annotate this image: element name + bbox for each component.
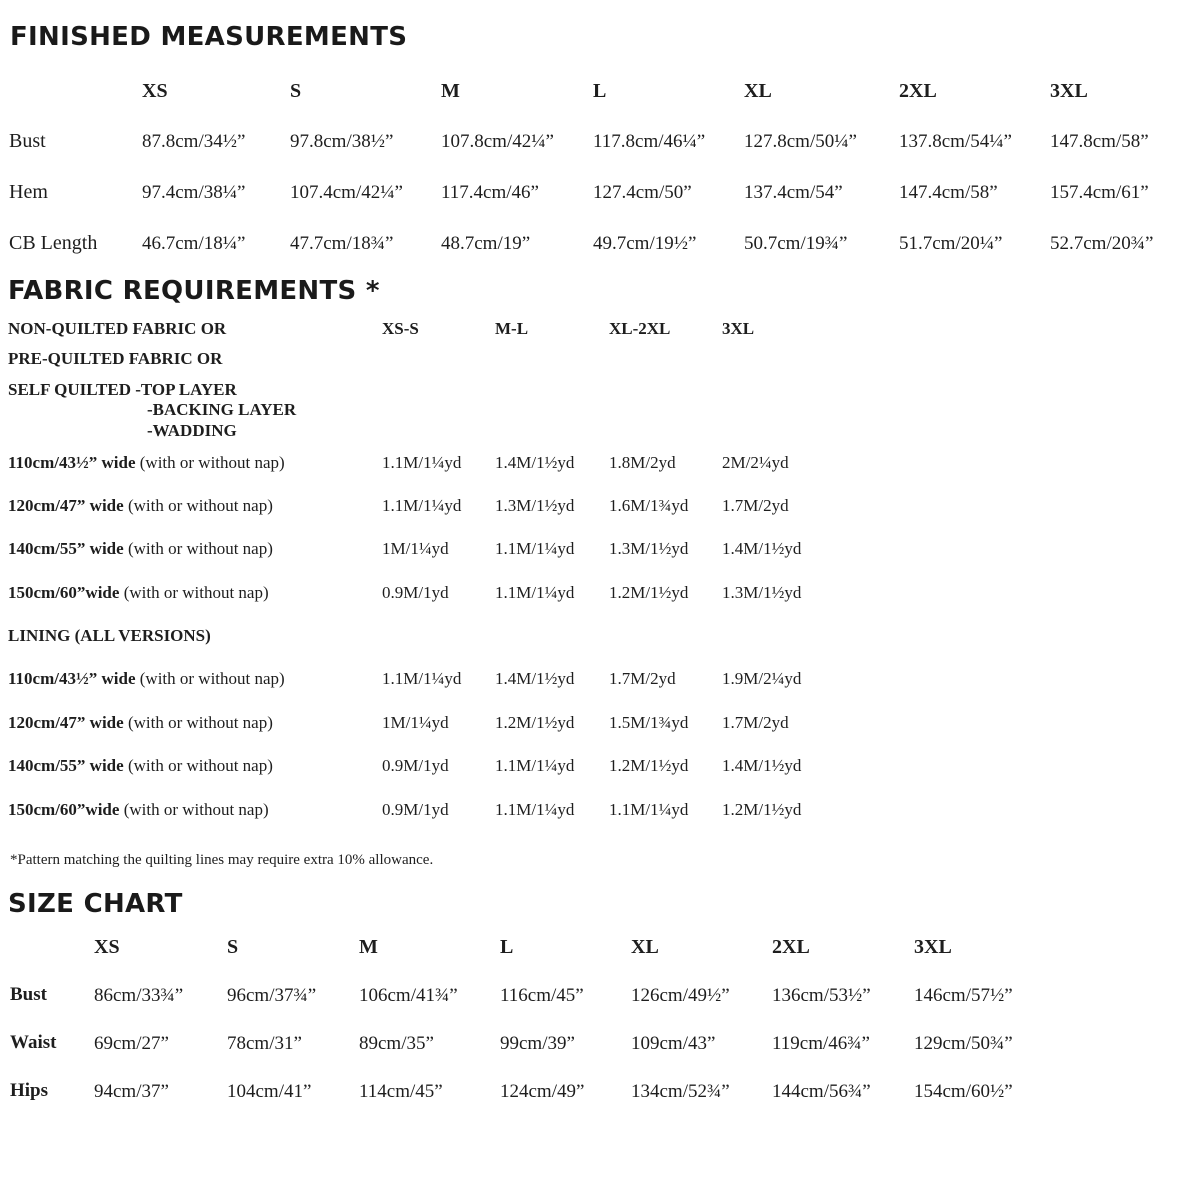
sc-cell: 154cm/60½” <box>914 1081 1013 1102</box>
fr-width-label <box>8 453 285 473</box>
sc-cell: 96cm/37¾” <box>227 985 317 1006</box>
sc-size-header: S <box>227 936 239 958</box>
fr-nap: (with or without nap) <box>123 496 273 515</box>
fr-cell: 1.8M/2yd <box>609 453 676 472</box>
fr-cell: 1.1M/1¼yd <box>495 539 575 558</box>
fm-cell: 48.7cm/19” <box>441 233 531 254</box>
fm-size-header: L <box>593 80 607 102</box>
fr-cell: 1.2M/1½yd <box>609 583 689 602</box>
sc-cell: 104cm/41” <box>227 1081 312 1102</box>
sc-size-header: M <box>359 936 378 958</box>
fm-cell: 107.4cm/42¼” <box>290 182 403 203</box>
fr-cell: 0.9M/1yd <box>382 800 449 819</box>
fr-cell: 2M/2¼yd <box>722 453 789 472</box>
fr-width-label <box>8 496 273 516</box>
fm-cell: 127.4cm/50” <box>593 182 692 203</box>
fr-cell: 1.2M/1½yd <box>609 756 689 775</box>
fr-size-group-header: M-L <box>495 319 529 338</box>
fr-cell: 1.1M/1¼yd <box>495 583 575 602</box>
fm-cell: 97.4cm/38¼” <box>142 182 246 203</box>
fr-cell: 1.2M/1½yd <box>722 800 802 819</box>
fr-cell: 1.2M/1½yd <box>495 713 575 732</box>
fr-nap: (with or without nap) <box>123 713 273 732</box>
fr-nap: (with or without nap) <box>135 669 285 688</box>
fr-cell: 1.6M/1¾yd <box>609 496 689 515</box>
sc-cell: 124cm/49” <box>500 1081 585 1102</box>
sc-cell: 144cm/56¾” <box>772 1081 871 1102</box>
fabric-type-line: -WADDING <box>147 421 237 440</box>
fr-cell: 1.5M/1¾yd <box>609 713 689 732</box>
sc-size-header: 3XL <box>914 936 952 958</box>
fr-cell: 1.7M/2yd <box>722 713 789 732</box>
fr-cell: 1.4M/1½yd <box>722 539 802 558</box>
sc-cell: 86cm/33¾” <box>94 985 184 1006</box>
fm-cell: 97.8cm/38½” <box>290 131 394 152</box>
fr-cell: 1.4M/1½yd <box>495 453 575 472</box>
fr-cell: 1.7M/2yd <box>722 496 789 515</box>
fr-width: 110cm/43½” wide <box>8 669 136 688</box>
fm-cell: 52.7cm/20¾” <box>1050 233 1154 254</box>
fm-cell: 51.7cm/20¼” <box>899 233 1003 254</box>
sc-cell: 116cm/45” <box>500 985 584 1006</box>
fabric-type-line: PRE-QUILTED FABRIC OR <box>8 349 223 368</box>
sc-cell: 109cm/43” <box>631 1033 716 1054</box>
fr-cell: 1.1M/1¼yd <box>382 453 462 472</box>
fm-cell: 117.8cm/46¼” <box>593 131 706 152</box>
sc-size-header: XS <box>94 936 120 958</box>
fr-width-label <box>8 800 269 820</box>
fr-width: 150cm/60”wide <box>8 583 120 602</box>
fabric-type-line: -BACKING LAYER <box>147 400 297 419</box>
fm-cell: 49.7cm/19½” <box>593 233 697 254</box>
sc-size-header: L <box>500 936 514 958</box>
fr-cell: 1M/1¼yd <box>382 713 449 732</box>
fm-cell: 107.8cm/42¼” <box>441 131 554 152</box>
sc-cell: 119cm/46¾” <box>772 1033 870 1054</box>
fr-width: 140cm/55” wide <box>8 539 124 558</box>
fr-size-group-header: XS-S <box>382 319 419 338</box>
fr-cell: 0.9M/1yd <box>382 756 449 775</box>
fr-nap: (with or without nap) <box>123 756 273 775</box>
fm-cell: 47.7cm/18¾” <box>290 233 394 254</box>
fr-cell: 1.7M/2yd <box>609 669 676 688</box>
fr-cell: 1.9M/2¼yd <box>722 669 802 688</box>
fm-cell: 127.8cm/50¼” <box>744 131 857 152</box>
fabric-footnote: *Pattern matching the quilting lines may require extra 10% allowance. <box>10 852 434 868</box>
fr-width: 140cm/55” wide <box>8 756 124 775</box>
sc-row-label: Bust <box>10 984 47 1005</box>
fr-cell: 1.4M/1½yd <box>722 756 802 775</box>
sc-cell: 78cm/31” <box>227 1033 302 1054</box>
sc-row-label: Hips <box>10 1080 49 1101</box>
fr-cell: 1M/1¼yd <box>382 539 449 558</box>
fr-width: 120cm/47” wide <box>8 713 124 732</box>
sc-cell: 89cm/35” <box>359 1033 434 1054</box>
fm-size-header: M <box>441 80 460 102</box>
fm-row-label: Bust <box>9 130 46 152</box>
fr-width: 150cm/60”wide <box>8 800 120 819</box>
fr-cell: 1.3M/1½yd <box>609 539 689 558</box>
fr-nap: (with or without nap) <box>119 583 269 602</box>
fr-cell: 1.1M/1¼yd <box>495 756 575 775</box>
fm-size-header: S <box>290 80 302 102</box>
sc-size-header: XL <box>631 936 659 958</box>
fr-nap: (with or without nap) <box>123 539 273 558</box>
fr-cell: 1.1M/1¼yd <box>609 800 689 819</box>
fm-size-header: 2XL <box>899 80 937 102</box>
fm-cell: 50.7cm/19¾” <box>744 233 848 254</box>
fr-size-group-header: XL-2XL <box>609 319 671 338</box>
sc-cell: 94cm/37” <box>94 1081 169 1102</box>
sc-cell: 106cm/41¾” <box>359 985 458 1006</box>
fr-cell: 1.1M/1¼yd <box>382 496 462 515</box>
fm-cell: 46.7cm/18¼” <box>142 233 246 254</box>
fm-cell: 147.8cm/58” <box>1050 131 1149 152</box>
sc-cell: 129cm/50¾” <box>914 1033 1013 1054</box>
fr-cell: 1.3M/1½yd <box>495 496 575 515</box>
fr-width-label <box>8 669 285 689</box>
lining-label: LINING (ALL VERSIONS) <box>8 626 211 645</box>
fr-width: 110cm/43½” wide <box>8 453 136 472</box>
fr-width-label <box>8 713 273 733</box>
fr-cell: 1.4M/1½yd <box>495 669 575 688</box>
fr-cell: 1.1M/1¼yd <box>495 800 575 819</box>
fm-cell: 157.4cm/61” <box>1050 182 1149 203</box>
fr-nap: (with or without nap) <box>119 800 269 819</box>
fr-width-label <box>8 539 273 559</box>
size-chart-heading: SIZE CHART <box>8 889 183 919</box>
fr-width-label <box>8 583 269 603</box>
fr-size-group-header: 3XL <box>722 319 755 338</box>
fm-size-header: XL <box>744 80 772 102</box>
fm-cell: 147.4cm/58” <box>899 182 998 203</box>
fabric-type-line: SELF QUILTED -TOP LAYER <box>8 380 237 399</box>
fm-size-header: XS <box>142 80 168 102</box>
fm-size-header: 3XL <box>1050 80 1088 102</box>
fm-cell: 87.8cm/34½” <box>142 131 246 152</box>
sc-cell: 126cm/49½” <box>631 985 730 1006</box>
sc-cell: 99cm/39” <box>500 1033 575 1054</box>
sc-cell: 134cm/52¾” <box>631 1081 730 1102</box>
fm-row-label: Hem <box>9 181 48 203</box>
finished-measurements-heading: FINISHED MEASUREMENTS <box>10 22 408 52</box>
fabric-requirements-heading: FABRIC REQUIREMENTS * <box>8 276 380 306</box>
fr-cell: 0.9M/1yd <box>382 583 449 602</box>
fr-width-label <box>8 756 273 776</box>
fr-nap: (with or without nap) <box>135 453 285 472</box>
sc-row-label: Waist <box>10 1032 57 1053</box>
fm-cell: 117.4cm/46” <box>441 182 539 203</box>
fm-row-label: CB Length <box>9 232 98 254</box>
sc-cell: 114cm/45” <box>359 1081 443 1102</box>
sc-cell: 69cm/27” <box>94 1033 169 1054</box>
sc-cell: 136cm/53½” <box>772 985 871 1006</box>
fr-width: 120cm/47” wide <box>8 496 124 515</box>
fm-cell: 137.8cm/54¼” <box>899 131 1012 152</box>
fr-cell: 1.3M/1½yd <box>722 583 802 602</box>
fabric-type-line: NON-QUILTED FABRIC OR <box>8 319 227 338</box>
fm-cell: 137.4cm/54” <box>744 182 843 203</box>
fr-cell: 1.1M/1¼yd <box>382 669 462 688</box>
sc-cell: 146cm/57½” <box>914 985 1013 1006</box>
sc-size-header: 2XL <box>772 936 810 958</box>
